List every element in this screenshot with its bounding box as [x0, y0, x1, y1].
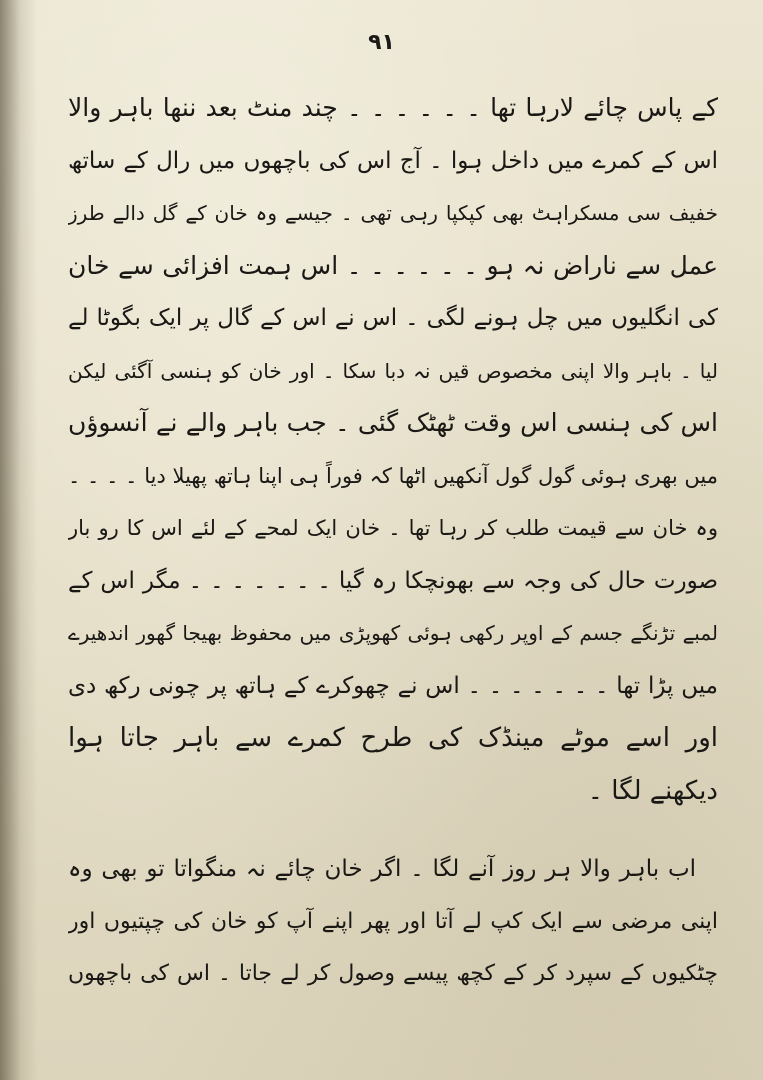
text-line: اور اسے موٹے مینڈک کی طرح کمرے سے باہر جاتا ہوا — [68, 723, 718, 753]
text-line: وہ خان سے قیمت طلب کر رہا تھا ۔ خان ایک لمحے کے لئے اس کا رو بار — [68, 516, 718, 540]
text-line: اس کے کمرے میں داخل ہوا ۔ آج اس کی باچھوں میں رال کے ساتھ — [68, 147, 718, 174]
text-line: اب باہر والا ہر روز آنے لگا ۔ اگر خان چائے نہ منگواتا تو بھی وہ — [68, 856, 696, 882]
text-line: دیکھنے لگا ۔ — [587, 775, 718, 806]
paragraph-gap — [68, 817, 718, 843]
text-line: اس کی ہنسی اس وقت ٹھٹک گئی ۔ جب باہر والے نے آنسوؤں — [68, 408, 718, 437]
text-line: کے پاس چائے لارہا تھا ۔ ۔ ۔ ۔ ۔ ۔ چند منٹ بعد ننھا باہر والا — [68, 93, 718, 122]
text-line: صورت حال کی وجہ سے بھونچکا رہ گیا ۔ ۔ ۔ ۔ ۔ ۔ ۔ مگر اس کے — [68, 567, 718, 594]
text-line: لیا ۔ باہر والا اپنی مخصوص قیں نہ دبا سکا ۔ اور خان کو ہنسی آگئی لیکن — [68, 358, 718, 383]
text-line: لمبے تڑنگے جسم کے اوپر رکھی ہوئی کھوپڑی میں محفوظ بھیجا گھور اندھیرے — [68, 621, 718, 645]
page-body-text — [68, 82, 718, 1001]
text-line: کی انگلیوں میں چل ہونے لگی ۔ اس نے اس کے گال پر ایک بگوٹا لے — [68, 305, 718, 331]
text-line: میں بھری ہوئی گول گول آنکھیں اٹھا کہ فوراً ہی اپنا ہاتھ پھیلا دیا ۔ ۔ ۔ ۔ — [68, 463, 718, 488]
text-line: اپنی مرضی سے ایک کپ لے آتا اور پھر اپنے آپ کو خان کی چپتیوں اور — [68, 908, 718, 934]
text-line: چٹکیوں کے سپرد کر کے کچھ پیسے وصول کر لے جاتا ۔ اس کی باچھوں — [68, 961, 718, 986]
text-line: خفیف سی مسکراہٹ بھی کپکپا رہی تھی ۔ جیسے وہ خان کے گل دالے طرز — [68, 201, 718, 225]
text-line: میں پڑا تھا ۔ ۔ ۔ ۔ ۔ ۔ ۔ اس نے چھوکرے کے ہاتھ پر چونی رکھ دی — [68, 672, 718, 699]
page-number: ۹۱ — [368, 30, 395, 55]
text-line: عمل سے ناراض نہ ہو ۔ ۔ ۔ ۔ ۔ ۔ اس ہمت افزائی سے خان — [68, 250, 718, 280]
